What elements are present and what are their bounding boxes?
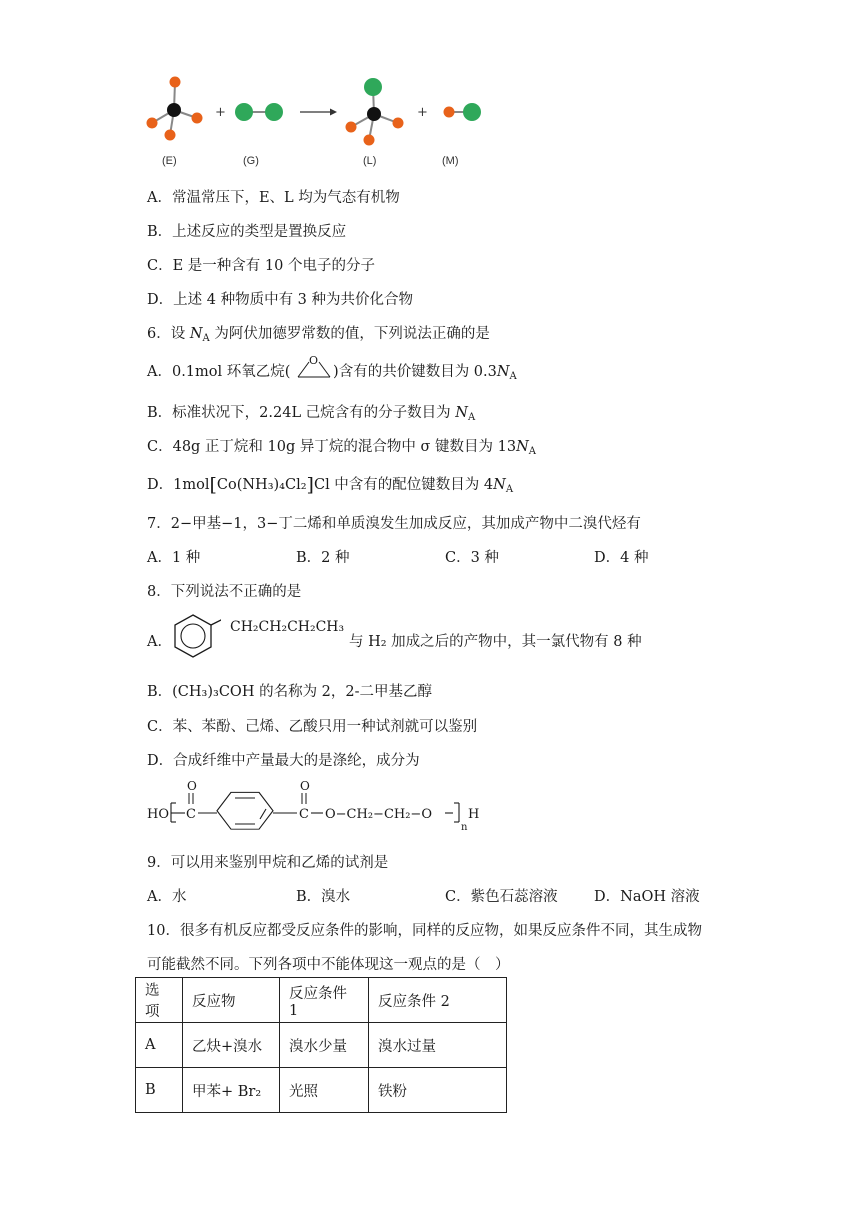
table-header-row	[136, 978, 507, 1023]
polymer-n: n	[461, 822, 468, 833]
hydrogen-atom-icon	[192, 113, 203, 124]
polymer-c2: C	[299, 807, 309, 822]
benzene-ring-icon	[171, 611, 221, 663]
q5-option-b: B．上述反应的类型是置换反应	[147, 224, 347, 240]
q9-option-a: A．水	[147, 889, 187, 905]
table-row	[136, 1023, 507, 1068]
q7-stem: 7．2−甲基−1，3−丁二烯和单质溴发生加成反应，其加成产物中二溴代烃有	[147, 516, 641, 532]
hydrogen-atom-icon	[364, 135, 375, 146]
chlorine-atom-icon	[265, 103, 283, 121]
q9-stem: 9．可以用来鉴别甲烷和乙烯的试剂是	[147, 855, 389, 871]
molecule-l	[346, 78, 404, 146]
svg-text:+: +	[215, 105, 226, 120]
table-cell: 甲苯+ Br₂	[183, 1068, 280, 1113]
label-e: (E)	[162, 155, 177, 167]
complex-formula: Co(NH₃)₄Cl₂	[216, 477, 307, 493]
label-l: (L)	[363, 155, 377, 167]
q8-stem: 8．下列说法不正确的是	[147, 584, 302, 600]
hydrogen-atom-icon	[165, 130, 176, 141]
table-cell: 乙炔+溴水	[183, 1023, 280, 1068]
table-header-cell: 选项	[136, 978, 183, 1023]
epoxide-o-label: O	[309, 355, 319, 367]
q5-option-a: A．常温常压下，E、L 均为气态有机物	[147, 190, 400, 206]
carbon-atom-icon	[367, 107, 381, 121]
q8-option-b: B．(CH₃)₃COH 的名称为 2，2-二甲基乙醇	[147, 684, 433, 700]
q6-option-a: A．0.1mol 环氧乙烷( O )含有的共价键数目为 $0.3N_A$	[147, 355, 517, 382]
polymer-tail: O−CH₂−CH₂−O	[325, 807, 432, 822]
pet-polymer-structure	[145, 776, 490, 836]
q5-option-d: D．上述 4 种物质中有 3 种为共价化合物	[147, 292, 414, 308]
epoxide-structure	[295, 355, 333, 381]
chlorine-atom-icon	[235, 103, 253, 121]
molecule-m	[444, 103, 482, 121]
hydrogen-atom-icon	[346, 122, 357, 133]
polymer-h: H	[468, 807, 480, 822]
label-g: (G)	[243, 155, 259, 167]
reaction-figure	[140, 70, 485, 170]
q8-option-a-label: A．	[147, 634, 172, 650]
table-header-cell: 反应条件 2	[369, 978, 507, 1023]
label-m: (M)	[442, 155, 459, 167]
q7-option-b: B．2 种	[296, 550, 350, 566]
table-cell: 溴水少量	[280, 1023, 369, 1068]
q6-option-d: D．1mol[Co(NH₃)₄Cl₂]Cl 中含有的配位键数目为 $4N_A$	[147, 474, 514, 496]
hydrogen-atom-icon	[393, 118, 404, 129]
q7-option-c: C．3 种	[445, 550, 499, 566]
q8-option-d: D．合成纤维中产量最大的是涤纶，成分为	[147, 753, 420, 769]
polymer-o2: O	[300, 779, 310, 793]
q10-stem-line2: 可能截然不同。下列各项中不能体现这一观点的是（ ）	[147, 957, 510, 973]
table-cell: 溴水过量	[369, 1023, 507, 1068]
q5-option-c: C．E 是一种含有 10 个电子的分子	[147, 258, 375, 274]
svg-text:+: +	[417, 105, 428, 120]
q6-option-b: B．标准状况下，2.24L 己烷含有的分子数目为 $N_A$	[147, 405, 476, 423]
q9-option-b: B．溴水	[296, 889, 351, 905]
q9-option-d: D．NaOH 溶液	[594, 889, 700, 905]
chlorine-atom-icon	[463, 103, 481, 121]
table-row	[136, 1068, 507, 1113]
q9-option-c: C．紫色石蕊溶液	[445, 889, 558, 905]
table-cell: B	[136, 1068, 183, 1113]
q8-option-a-chain: CH₂CH₂CH₂CH₃	[230, 619, 345, 635]
q10-table	[135, 977, 507, 1113]
molecule-e	[147, 77, 203, 141]
reaction-svg	[140, 70, 485, 170]
table-header-cell: 反应物	[183, 978, 280, 1023]
chlorine-atom-icon	[364, 78, 382, 96]
q6-option-c: C．48g 正丁烷和 10g 异丁烷的混合物中 σ 键数目为 $13N_A$	[147, 439, 536, 457]
table-cell: 铁粉	[369, 1068, 507, 1113]
q6-stem: 6．设 $N_A$ 为阿伏加德罗常数的值，下列说法正确的是	[147, 326, 490, 344]
table-header-cell: 反应条件 1	[280, 978, 369, 1023]
q8-option-a-text: 与 H₂ 加成之后的产物中，其一氯代物有 8 种	[349, 634, 642, 650]
polymer-c1: C	[186, 807, 196, 822]
q8-option-c: C．苯、苯酚、己烯、乙酸只用一种试剂就可以鉴别	[147, 719, 478, 735]
q7-option-a: A．1 种	[147, 550, 201, 566]
table-cell: 光照	[280, 1068, 369, 1113]
hydrogen-atom-icon	[147, 118, 158, 129]
hydrogen-atom-icon	[444, 107, 455, 118]
table-cell: A	[136, 1023, 183, 1068]
q7-option-d: D．4 种	[594, 550, 649, 566]
hydrogen-atom-icon	[170, 77, 181, 88]
q10-stem-line1: 10．很多有机反应都受反应条件的影响，同样的反应物，如果反应条件不同，其生成物	[147, 923, 702, 939]
polymer-ho: HO	[147, 807, 169, 822]
molecule-g	[235, 103, 283, 121]
carbon-atom-icon	[167, 103, 181, 117]
polymer-o1: O	[187, 779, 197, 793]
reaction-arrow-icon	[300, 109, 337, 116]
